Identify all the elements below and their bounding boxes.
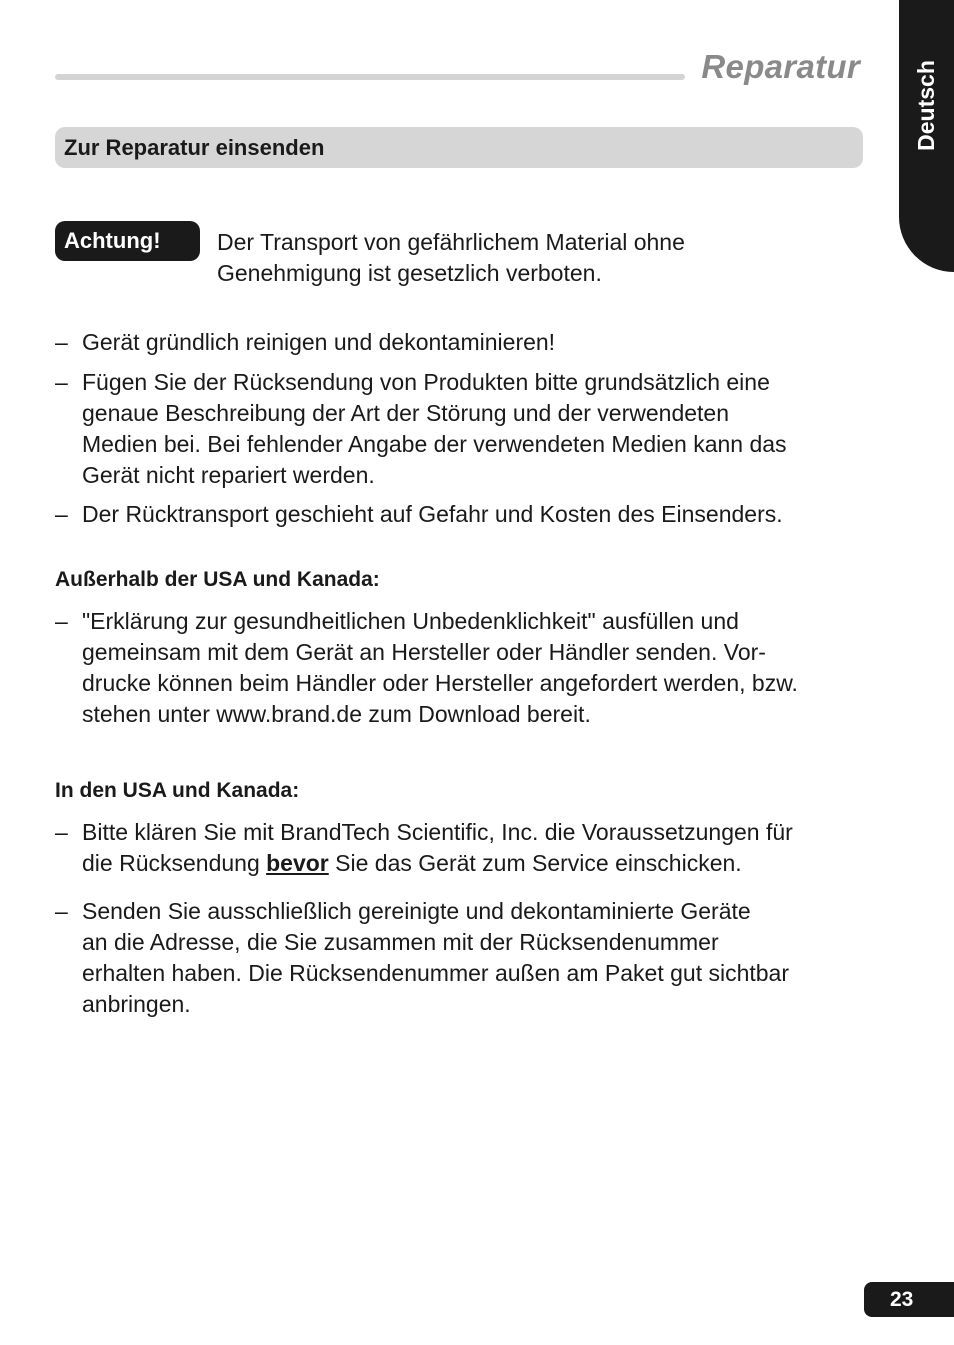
list-item: – Gerät gründlich reinigen und dekontaminieren!	[55, 327, 865, 358]
page-number-tab	[864, 1282, 954, 1317]
section-header	[55, 127, 863, 168]
emphasis-bevor: bevor	[266, 850, 329, 876]
section-title: Zur Reparatur einsenden	[64, 134, 325, 160]
bullet-dash: –	[55, 369, 68, 395]
language-tab	[899, 0, 954, 272]
subheading-usa: In den USA und Kanada:	[55, 779, 300, 802]
header-rule	[55, 74, 685, 80]
bullet-dash: –	[55, 819, 68, 845]
list-item: – Senden Sie ausschließlich gereinigte und dekontaminierte Geräte an die Adresse, die Sie zusammen mit der Rücksendenummer erhalten haben. Die Rücksendenummer außen am Paket gut sichtbar anbringen.	[55, 898, 790, 1017]
list-item: – Bitte klären Sie mit BrandTech Scientific, Inc. die Voraussetzungen für die Rücksendung bevor Sie das Gerät zum Service einschicken.	[55, 819, 793, 876]
warning-badge-label: Achtung!	[64, 228, 161, 253]
bullet-dash: –	[55, 501, 68, 527]
warning-badge	[55, 221, 200, 261]
bullet-dash: –	[55, 898, 68, 924]
subheading-outside-usa: Außerhalb der USA und Kanada:	[55, 568, 380, 591]
page-title: Reparatur	[701, 48, 860, 85]
language-tab-label: Deutsch	[913, 59, 939, 151]
list-item: – Der Rücktransport geschieht auf Gefahr und Kosten des Einsenders.	[55, 499, 865, 530]
page-number: 23	[890, 1287, 914, 1311]
bullet-dash: –	[55, 329, 68, 355]
list-item: – "Erklärung zur gesundheitlichen Unbedenklichkeit" ausfüllen und gemeinsam mit dem Gerät an Hersteller oder Händler senden. Vor- drucke können beim Händler oder Hersteller angefordert werden, bzw. stehen unter www.brand.de zum Download bereit.	[55, 608, 798, 727]
warning-text: Der Transport von gefährlichem Material ohne Genehmigung ist gesetzlich verboten.	[217, 229, 685, 286]
list-item: – Fügen Sie der Rücksendung von Produkten bitte grundsätzlich eine genaue Beschreibung der Art der Störung und der verwendeten Medien bei. Bei fehlender Angabe der verwendeten Medien kann das Gerät nicht repariert werden.	[55, 369, 787, 488]
bullet-dash: –	[55, 608, 68, 634]
